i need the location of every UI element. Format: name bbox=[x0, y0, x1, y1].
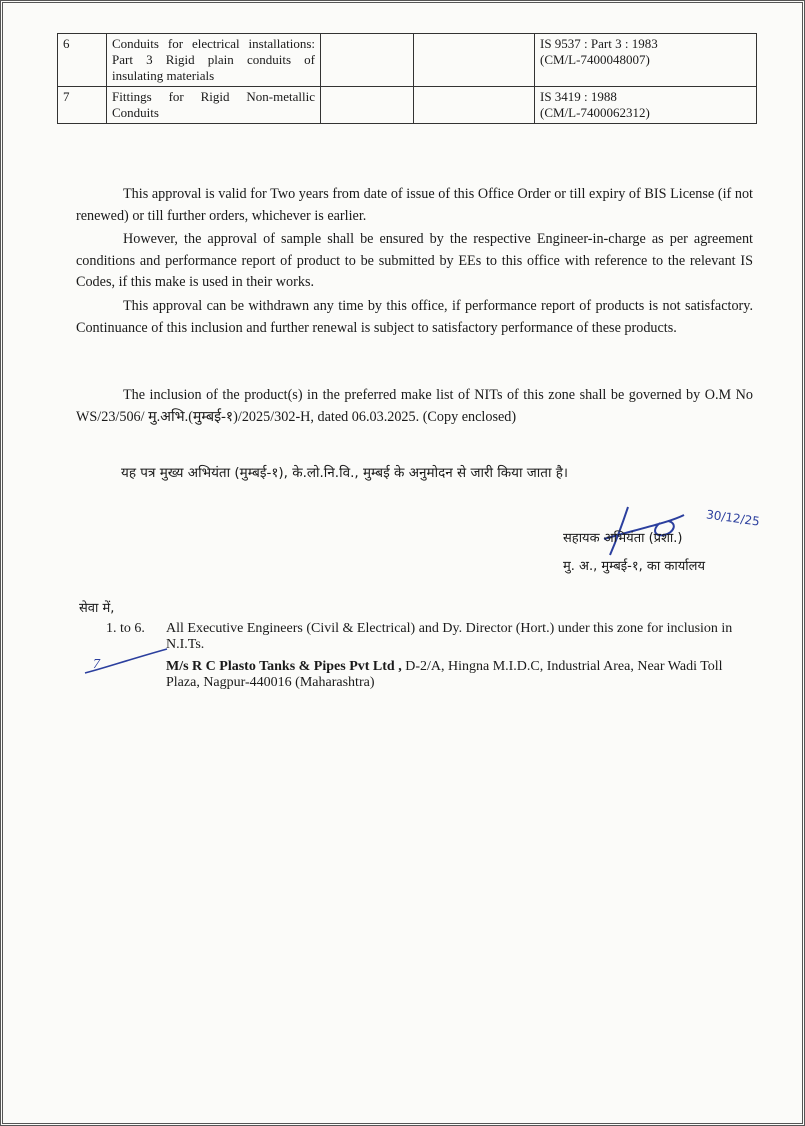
row-standard bbox=[535, 34, 757, 87]
row-license: (CM/L-7400048007) bbox=[540, 52, 650, 67]
designation: सहायक अभियंता (प्रशा.) bbox=[563, 531, 683, 546]
dist-item-number: 1. to 6. bbox=[106, 621, 145, 636]
validity-paragraph: This approval is valid for Two years from date of issue of this Office Order or till expiry of BIS License (if not renewed) or till further orders, whichever is earlier. bbox=[76, 186, 753, 224]
sample-paragraph: However, the approval of sample shall be ensured by the respective Engineer-in-charge as per agreement conditions and performance report of product to be submitted by EEs to this office with reference to the relevant IS Codes, if this make is used in their works. bbox=[76, 231, 753, 290]
dist-item-number: 7 bbox=[93, 657, 100, 672]
empty-cell bbox=[414, 34, 535, 87]
dist-item-text: All Executive Engineers (Civil & Electrical) and Dy. Director (Hort.) under this zone for inclusion in N.I.Ts. bbox=[166, 621, 733, 652]
table-row bbox=[58, 87, 757, 124]
row-is-code: IS 3419 : 1988 bbox=[540, 89, 617, 104]
company-address: D-2/A, Hingna M.I.D.C, Industrial Area, Near Wadi Toll Plaza, Nagpur-440016 (Maharashtra) bbox=[166, 659, 723, 690]
to-label: सेवा में, bbox=[79, 601, 115, 616]
row-serial: 6 bbox=[58, 34, 107, 87]
dist-item-address bbox=[166, 659, 752, 691]
row-description: Fittings for Rigid Non-metallic Conduits bbox=[107, 87, 321, 124]
issue-line: यह पत्र मुख्य अभियंता (मुम्बई-१), के.लो.नि.वि., मुम्बई के अनुमोदन से जारी किया जाता है। bbox=[121, 465, 569, 481]
row-serial: 7 bbox=[58, 87, 107, 124]
empty-cell bbox=[321, 87, 414, 124]
withdraw-paragraph: This approval can be withdrawn any time by this office, if performance report of products is not satisfactory. Continuance of this inclusion and further renewal is subject to satisfactory performance of these products. bbox=[76, 298, 753, 336]
office-name: मु. अ., मुम्बई-१, का कार्यालय bbox=[563, 559, 705, 574]
signature-date: 30/12/25 bbox=[705, 507, 761, 529]
table-row bbox=[58, 34, 757, 87]
row-is-code: IS 9537 : Part 3 : 1983 bbox=[540, 36, 658, 51]
product-table bbox=[57, 33, 757, 124]
row-standard bbox=[535, 87, 757, 124]
company-name: M/s R C Plasto Tanks & Pipes Pvt Ltd , bbox=[166, 659, 402, 674]
row-description: Conduits for electrical installations: Part 3 Rigid plain conduits of insulating materials bbox=[107, 34, 321, 87]
row-license: (CM/L-7400062312) bbox=[540, 105, 650, 120]
inclusion-paragraph: The inclusion of the product(s) in the preferred make list of NITs of this zone shall be governed by O.M No WS/23/506/ मु.अभि.(मुम्बई-१)/2025/302-H, dated 06.03.2025. (Copy enclosed) bbox=[76, 387, 753, 425]
empty-cell bbox=[414, 87, 535, 124]
empty-cell bbox=[321, 34, 414, 87]
